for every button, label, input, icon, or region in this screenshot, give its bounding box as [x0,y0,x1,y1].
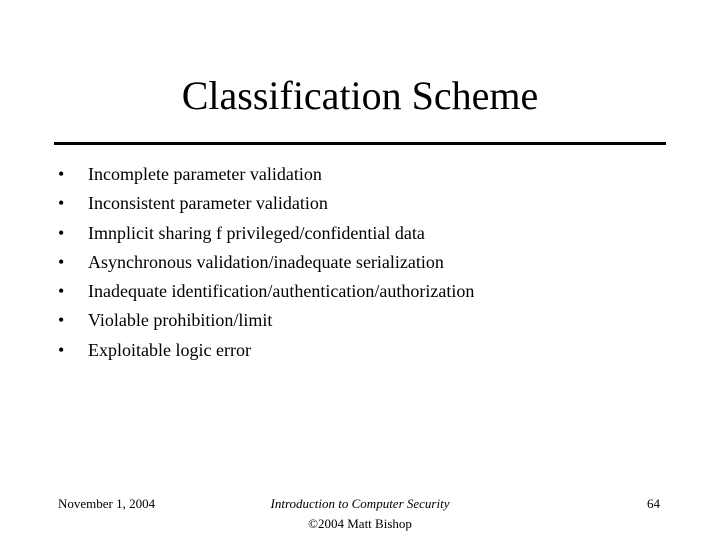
bullet-list [58,160,474,365]
bullet-icon: • [58,339,65,360]
list-item [58,336,474,365]
footer-course-title: Introduction to Computer Security [270,496,450,511]
bullet-icon: • [58,164,65,184]
slide-title: Classification Scheme [181,73,539,118]
bullet-icon: • [58,193,65,214]
footer-copyright: ©2004 Matt Bishop [308,516,412,531]
list-item [58,277,474,306]
bullet-text: Exploitable logic error [88,339,251,360]
page-number: 64 [647,496,660,511]
list-item [58,248,474,277]
list-item [58,160,474,189]
bullet-text: Inadequate identification/authentication/authorization [88,281,475,302]
bullet-icon: • [58,251,65,272]
bullet-text: Asynchronous validation/inadequate serialization [88,251,444,272]
list-item [58,306,474,335]
bullet-text: Violable prohibition/limit [88,310,273,331]
list-item [58,189,474,218]
bullet-icon: • [58,222,65,243]
bullet-text: Incomplete parameter validation [88,164,322,184]
footer-center [200,494,520,534]
list-item [58,219,474,248]
bullet-text: Imnplicit sharing f privileged/confidential data [88,222,425,243]
bullet-icon: • [58,281,65,302]
title-divider [54,142,666,145]
bullet-text: Inconsistent parameter validation [88,193,328,214]
footer-date: November 1, 2004 [58,496,156,511]
bullet-icon: • [58,310,65,331]
